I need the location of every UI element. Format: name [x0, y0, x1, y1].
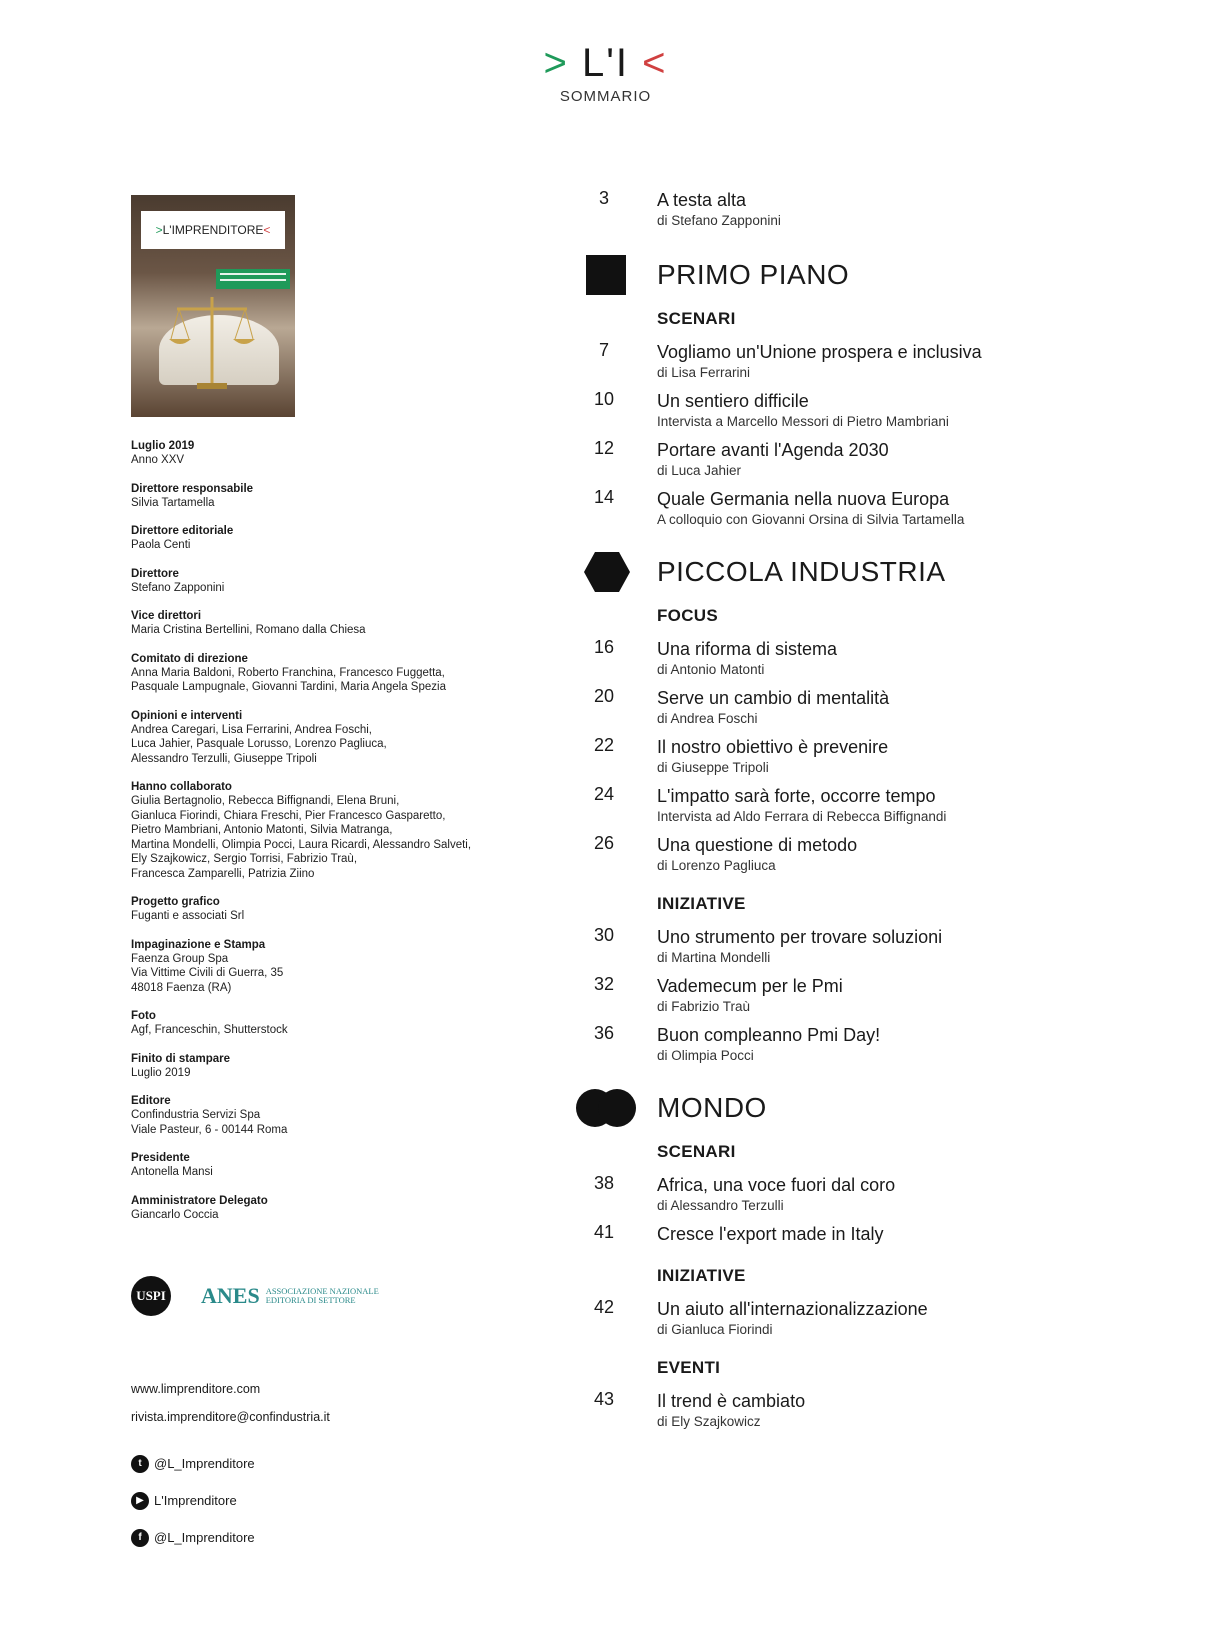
social-link[interactable]	[131, 1445, 330, 1482]
left-column	[131, 195, 511, 1236]
article-title: Il nostro obiettivo è prevenire	[657, 737, 889, 757]
toc-entry[interactable]	[580, 925, 1140, 966]
masthead-value: Agf, Franceschin, Shutterstock	[131, 1024, 288, 1036]
article-author: di Fabrizio Traù	[657, 999, 751, 1014]
social-link[interactable]	[131, 1482, 330, 1519]
masthead-label: Opinioni e interventi	[131, 709, 243, 722]
toc-entry[interactable]	[580, 389, 1140, 430]
masthead-label: Direttore	[131, 567, 179, 580]
cover-banner	[216, 269, 290, 289]
section-subheading: INIZIATIVE	[657, 1266, 746, 1285]
toc-entry[interactable]	[580, 1173, 1140, 1214]
masthead-block	[131, 1194, 511, 1223]
article-author: di Ely Szajkowicz	[657, 1414, 761, 1429]
article-author: Intervista a Marcello Messori di Pietro Mambriani	[657, 414, 949, 429]
magazine-logo	[0, 40, 1211, 86]
article-author: di Stefano Zapponini	[657, 213, 781, 228]
page-number: 16	[593, 637, 615, 657]
toc-section	[580, 257, 1140, 293]
masthead-label: Hanno collaborato	[131, 781, 232, 793]
section-title: MONDO	[657, 1092, 767, 1123]
masthead-value: Giancarlo Coccia	[131, 1208, 219, 1221]
article-author: di Giuseppe Tripoli	[657, 760, 769, 775]
table-of-contents	[580, 188, 1140, 1456]
masthead-label: Luglio 2019	[131, 440, 195, 452]
article-author: di Alessandro Terzulli	[657, 1198, 784, 1213]
page-number: 12	[593, 438, 615, 458]
article-title: Una questione di metodo	[657, 835, 858, 855]
section-subheading: EVENTI	[657, 1358, 721, 1377]
logo-left-chevron: >	[543, 41, 569, 85]
section-subheading: FOCUS	[657, 606, 718, 625]
masthead-block	[131, 780, 511, 881]
double-circle-icon	[576, 1089, 636, 1132]
masthead-block	[131, 1094, 511, 1137]
anes-logo	[201, 1283, 379, 1309]
masthead-value: Luglio 2019	[131, 1066, 191, 1079]
masthead-block	[131, 609, 511, 638]
section-title: PRIMO PIANO	[657, 259, 850, 290]
social-link[interactable]	[131, 1519, 330, 1556]
toc-entry[interactable]	[580, 1023, 1140, 1064]
masthead-block	[131, 895, 511, 924]
masthead-block	[131, 652, 511, 695]
masthead	[131, 439, 511, 1222]
toc-entry[interactable]	[580, 833, 1140, 874]
page-number: 32	[593, 974, 615, 994]
masthead-value: Andrea Caregari, Lisa Ferrarini, Andrea Foschi, Luca Jahier, Pasquale Lorusso, Lorenzo Pagliuca, Alessandro Terzulli, Giuseppe Tripoli	[131, 723, 387, 765]
page-title: SOMMARIO	[559, 88, 652, 105]
toc-entry[interactable]	[580, 735, 1140, 776]
article-title: Quale Germania nella nuova Europa	[657, 489, 950, 509]
masthead-label: Direttore editoriale	[131, 525, 234, 537]
page-number: 42	[593, 1297, 615, 1317]
youtube-icon: ▶	[131, 1492, 149, 1510]
page-number: 3	[598, 188, 609, 208]
page-number: 10	[593, 389, 615, 409]
page-header	[0, 40, 1211, 105]
cover-logo: >L'IMPRENDITORE<	[141, 211, 285, 249]
section-subheading: INIZIATIVE	[657, 894, 746, 913]
social-handle: @L_Imprenditore	[154, 1456, 255, 1471]
uspi-logo: USPI	[131, 1276, 171, 1316]
masthead-block	[131, 567, 511, 596]
logo-mark: L'I	[582, 41, 629, 85]
section-title: PICCOLA INDUSTRIA	[657, 556, 946, 587]
page-number: 20	[593, 686, 615, 706]
masthead-label: Comitato di direzione	[131, 652, 248, 665]
masthead-value: Stefano Zapponini	[131, 581, 225, 594]
section-subheading: SCENARI	[657, 309, 736, 328]
masthead-block	[131, 709, 511, 767]
contacts	[131, 1381, 330, 1556]
page-number: 38	[593, 1173, 615, 1193]
article-author: di Antonio Matonti	[657, 662, 765, 677]
toc-entry[interactable]	[580, 487, 1140, 528]
page-number: 30	[593, 925, 615, 945]
masthead-label: Finito di stampare	[131, 1052, 231, 1065]
twitter-icon: t	[131, 1455, 149, 1473]
masthead-label: Progetto grafico	[131, 896, 220, 908]
masthead-label: Amministratore Delegato	[131, 1194, 268, 1207]
article-title: Cresce l'export made in Italy	[657, 1224, 884, 1244]
page-number: 36	[593, 1023, 615, 1043]
magazine-cover	[131, 195, 295, 417]
article-author: di Olimpia Pocci	[657, 1048, 754, 1063]
masthead-block	[131, 1052, 511, 1081]
masthead-label: Direttore responsabile	[131, 482, 254, 495]
logo-right-chevron: <	[642, 41, 668, 85]
masthead-label: Editore	[131, 1095, 171, 1107]
article-title: A testa alta	[657, 190, 747, 210]
article-author: di Martina Mondelli	[657, 950, 771, 965]
association-logos	[131, 1276, 379, 1316]
toc-entry[interactable]	[580, 784, 1140, 825]
masthead-block	[131, 1009, 511, 1038]
hexagon-icon	[584, 552, 630, 597]
masthead-block	[131, 439, 511, 468]
article-author: di Andrea Foschi	[657, 711, 758, 726]
anes-logo-subtitle: ASSOCIAZIONE NAZIONALE EDITORIA DI SETTORE	[265, 1286, 379, 1305]
toc-entry[interactable]	[580, 188, 1140, 229]
masthead-value: Maria Cristina Bertellini, Romano dalla Chiesa	[131, 624, 366, 636]
cover-logo-text: L'IMPRENDITORE	[162, 223, 264, 237]
scale-of-justice-icon	[167, 293, 257, 393]
masthead-block	[131, 524, 511, 553]
toc-entry[interactable]	[580, 1222, 1140, 1246]
website-link[interactable]: www.limprenditore.com	[131, 1382, 261, 1396]
masthead-label: Vice direttori	[131, 610, 202, 622]
page-number: 26	[593, 833, 615, 853]
masthead-value: Anno XXV	[131, 454, 185, 466]
page-number: 7	[598, 340, 609, 360]
article-title: Un sentiero difficile	[657, 391, 809, 411]
masthead-label: Impaginazione e Stampa	[131, 938, 266, 951]
masthead-block	[131, 482, 511, 511]
masthead-block	[131, 938, 511, 996]
article-title: Uno strumento per trovare soluzioni	[657, 927, 943, 947]
toc-entry[interactable]	[580, 637, 1140, 678]
masthead-value: Fuganti e associati Srl	[131, 910, 245, 922]
masthead-value: Faenza Group Spa Via Vittime Civili di Guerra, 35 48018 Faenza (RA)	[131, 952, 284, 994]
article-author: di Lisa Ferrarini	[657, 365, 751, 380]
social-handle: L'Imprenditore	[154, 1493, 237, 1508]
anes-logo-main: ANES	[201, 1283, 260, 1308]
article-title: Buon compleanno Pmi Day!	[657, 1025, 881, 1045]
article-author: di Gianluca Fiorindi	[657, 1322, 773, 1337]
page-number: 43	[593, 1389, 615, 1409]
article-title: Africa, una voce fuori dal coro	[657, 1175, 896, 1195]
toc-entry[interactable]	[580, 340, 1140, 381]
toc-entry[interactable]	[580, 686, 1140, 727]
social-handle: @L_Imprenditore	[154, 1530, 255, 1545]
article-title: Vademecum per le Pmi	[657, 976, 843, 996]
article-title: Una riforma di sistema	[657, 639, 838, 659]
masthead-value: Silvia Tartamella	[131, 496, 215, 509]
section-subheading: SCENARI	[657, 1142, 736, 1161]
page-number: 24	[593, 784, 615, 804]
article-title: Vogliamo un'Unione prospera e inclusiva	[657, 342, 982, 362]
masthead-value: Giulia Bertagnolio, Rebecca Biffignandi, Elena Bruni, Gianluca Fiorindi, Chiara Freschi, Pier Francesco Gasparetto, Pietro Mambriani, Antonio Matonti, Silvia Matranga, Martina Mondelli, Olimpia Pocci, Laura Ricardi, Alessandro Salveti, Ely Szajkowicz, Sergio Torrisi, Fabrizio Traù, Francesca Zamparelli, Patrizia Ziino	[131, 795, 472, 880]
facebook-icon: f	[131, 1529, 149, 1547]
article-author: di Lorenzo Pagliuca	[657, 858, 776, 873]
article-title: Serve un cambio di mentalità	[657, 688, 890, 708]
masthead-value: Confindustria Servizi Spa Viale Pasteur, 6 - 00144 Roma	[131, 1109, 288, 1136]
page-number: 41	[593, 1222, 615, 1242]
toc-entry[interactable]	[580, 1297, 1140, 1338]
masthead-value: Antonella Mansi	[131, 1166, 213, 1178]
masthead-label: Foto	[131, 1010, 156, 1022]
toc-section	[580, 1090, 1140, 1126]
email-link[interactable]: rivista.imprenditore@confindustria.it	[131, 1410, 330, 1424]
masthead-label: Presidente	[131, 1152, 190, 1164]
toc-entry[interactable]	[580, 974, 1140, 1015]
masthead-value: Anna Maria Baldoni, Roberto Franchina, Francesco Fuggetta, Pasquale Lampugnale, Giovanni Tardini, Maria Angela Spezia	[131, 666, 446, 693]
article-title: Un aiuto all'internazionalizzazione	[657, 1299, 928, 1319]
article-author: A colloquio con Giovanni Orsina di Silvia Tartamella	[657, 512, 965, 527]
masthead-block	[131, 1151, 511, 1180]
masthead-value: Paola Centi	[131, 539, 191, 551]
article-author: Intervista ad Aldo Ferrara di Rebecca Biffignandi	[657, 809, 947, 824]
article-title: Il trend è cambiato	[657, 1391, 806, 1411]
square-icon	[586, 255, 626, 300]
toc-entry[interactable]	[580, 438, 1140, 479]
toc-entry[interactable]	[580, 1389, 1140, 1430]
article-author: di Luca Jahier	[657, 463, 742, 478]
page-number: 22	[593, 735, 615, 755]
page-number: 14	[593, 487, 615, 507]
toc-section	[580, 554, 1140, 590]
article-title: L'impatto sarà forte, occorre tempo	[657, 786, 936, 806]
article-title: Portare avanti l'Agenda 2030	[657, 440, 889, 460]
